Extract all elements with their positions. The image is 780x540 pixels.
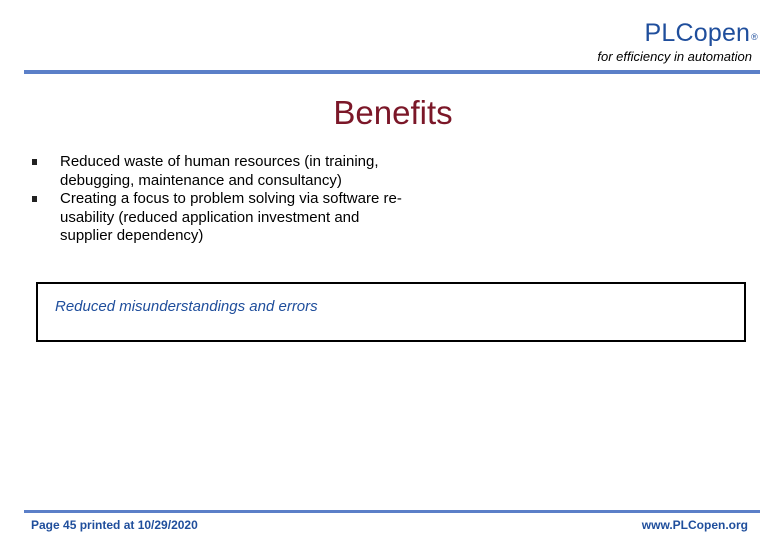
header-divider xyxy=(24,70,760,74)
callout-box xyxy=(36,282,746,342)
footer-page-info: Page 45 printed at 10/29/2020 xyxy=(31,518,198,532)
brand-name xyxy=(597,20,758,46)
footer-divider xyxy=(24,510,760,513)
brand-logo xyxy=(597,20,758,64)
bullet-item xyxy=(32,153,412,190)
slide-title: Benefits xyxy=(333,94,453,131)
bullet-item xyxy=(32,190,412,246)
footer-website-link[interactable]: www.PLCopen.org xyxy=(641,518,748,532)
brand-name-text: PLCopen xyxy=(644,19,751,47)
bullet-text: Reduced waste of human resources (in training, debugging, maintenance and consultancy) xyxy=(60,153,379,189)
registered-mark: ® xyxy=(751,32,758,42)
bullet-square-icon xyxy=(32,159,37,165)
brand-tagline: for efficiency in automation xyxy=(597,49,752,64)
bullet-list xyxy=(32,153,412,246)
callout-text: Reduced misunderstandings and errors xyxy=(55,298,318,315)
bullet-square-icon xyxy=(32,196,37,202)
bullet-text: Creating a focus to problem solving via software re-usability (reduced application investment and supplier dependency) xyxy=(60,190,402,244)
